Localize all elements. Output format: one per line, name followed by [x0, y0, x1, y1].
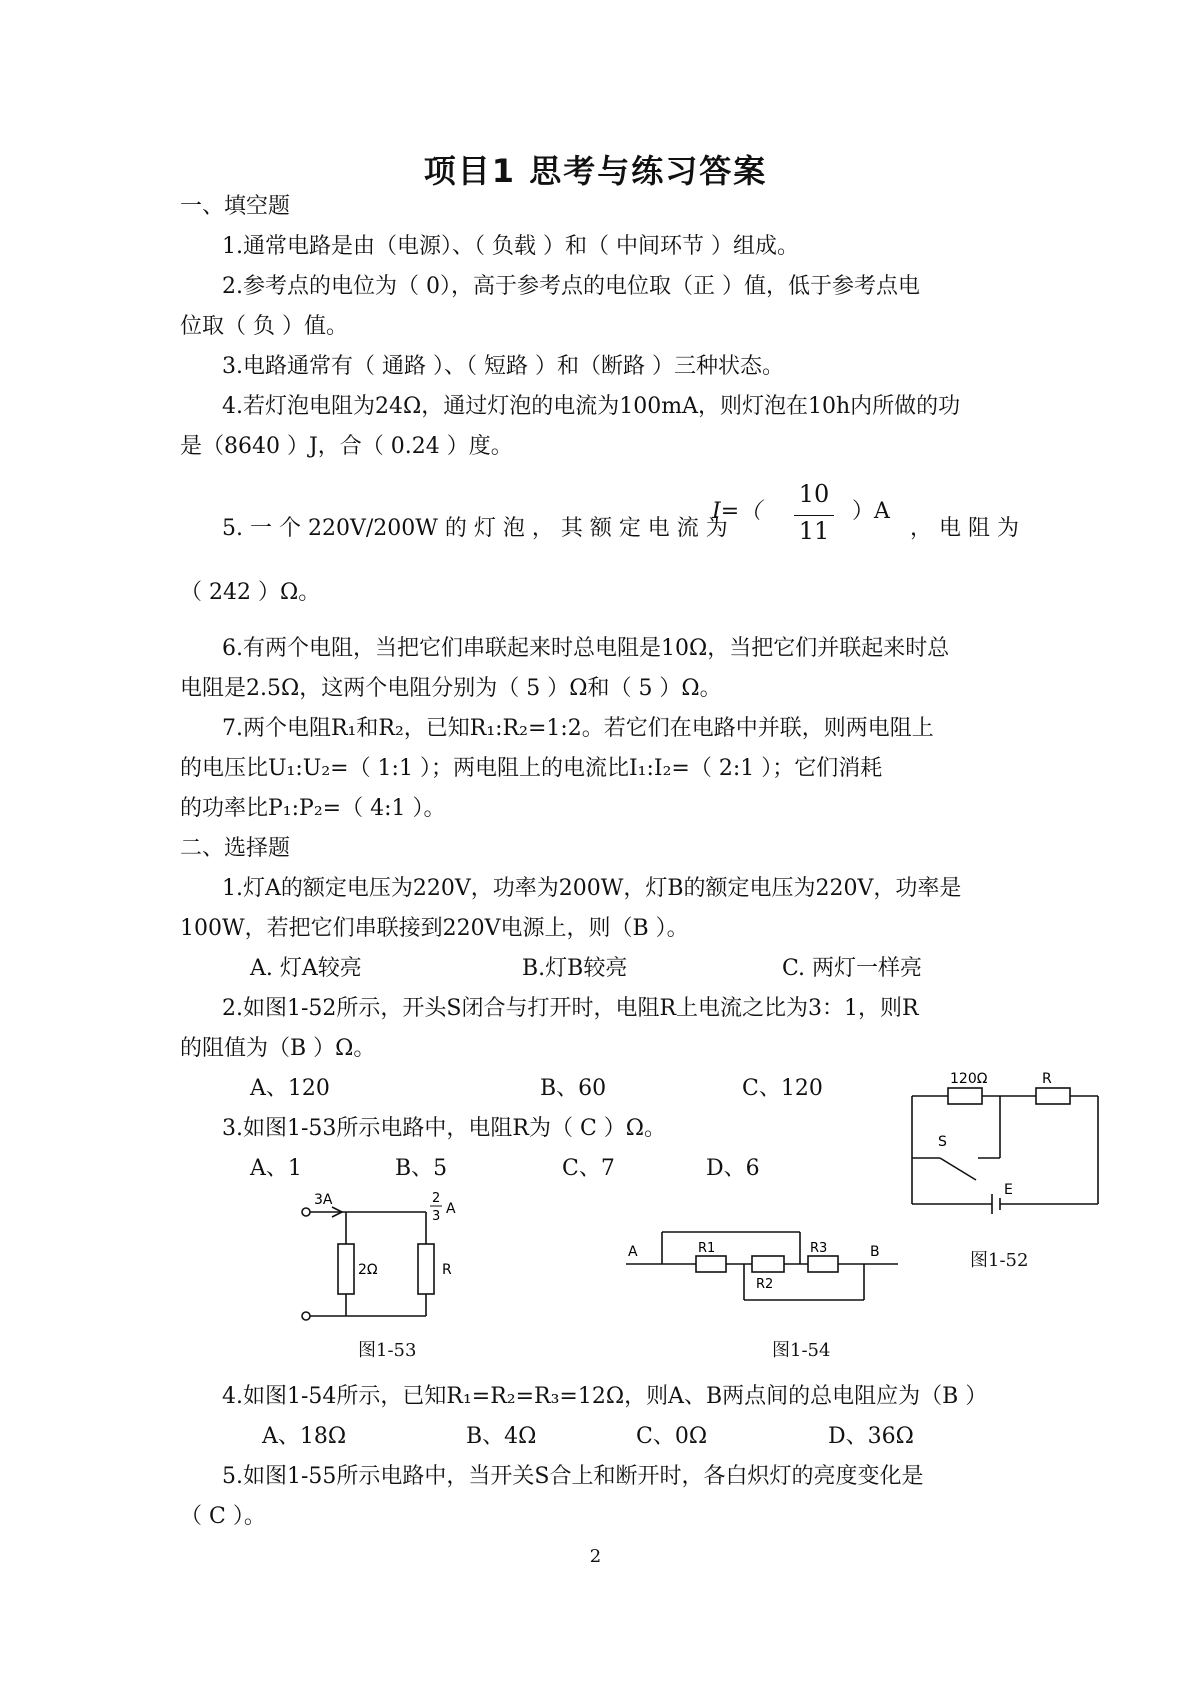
s2-q1-option-c: C. 两灯一样亮	[782, 956, 923, 981]
section2-heading: 二、选择题	[180, 836, 291, 861]
s2-question-2-line1: 2.如图1-52所示，开头S闭合与打开时，电阻R上电流之比为3：1，则R	[222, 996, 919, 1021]
s1-question-3: 3.电路通常有（ 通路 ）、（ 短路 ）和（断路 ）三种状态。	[222, 354, 784, 379]
fig52-resistor-r-label: R	[1042, 1071, 1052, 1087]
fig53-branch-current-denominator: 3	[432, 1209, 441, 1224]
s2-q4-option-b: B、4Ω	[466, 1424, 537, 1449]
s1-question-2-line1: 2.参考点的电位为（ 0），高于参考点的电位取（正 ）值，低于参考点电	[222, 274, 920, 299]
fig54-r2-label: R2	[756, 1277, 774, 1292]
fig53-resistor-2ohm-label: 2Ω	[358, 1262, 378, 1278]
fig53-resistor-r-label: R	[442, 1262, 452, 1278]
s1-question-5-fraction-numerator: 10	[798, 480, 830, 508]
s1-question-4-line2: 是（8640 ）J，合（ 0.24 ）度。	[180, 434, 513, 459]
fig54-node-b-label: B	[870, 1244, 880, 1260]
s2-q4-option-c: C、0Ω	[636, 1424, 708, 1449]
s2-question-4: 4.如图1-54所示，已知R₁=R₂=R₃=12Ω，则A、B两点间的总电阻应为（B ）	[222, 1384, 988, 1409]
figure-1-52-circuit	[900, 1070, 1110, 1220]
s1-question-5-tail: ， 电 阻 为	[910, 516, 1019, 541]
s2-q2-option-b: B、60	[540, 1076, 607, 1101]
s1-question-1: 1.通常电路是由（电源）、（ 负载 ）和（ 中间环节 ）组成。	[222, 234, 799, 259]
fig52-switch-label: S	[938, 1134, 947, 1150]
s1-question-7-line2: 的电压比U₁:U₂=（ 1:1 ）；两电阻上的电流比I₁:I₂=（ 2:1 ）；它们消耗	[180, 756, 883, 781]
s1-question-6-line2: 电阻是2.5Ω，这两个电阻分别为（ 5 ）Ω和（ 5 ）Ω。	[180, 676, 722, 701]
s2-q3-option-d: D、6	[706, 1156, 760, 1181]
fig52-source-label: E	[1004, 1182, 1013, 1198]
figure-1-54-caption: 图1-54	[772, 1340, 831, 1361]
s1-question-5-fraction-denominator: 11	[798, 517, 830, 545]
fig53-input-current-label: 3A	[314, 1192, 333, 1208]
s2-q2-option-a: A、120	[250, 1076, 330, 1101]
s1-question-5-unit: ）A	[852, 499, 890, 524]
s2-q1-option-a: A. 灯A较亮	[250, 956, 362, 981]
s2-question-1-line2: 100W，若把它们串联接到220V电源上，则（B ）。	[180, 916, 689, 941]
s1-question-7-line1: 7.两个电阻R₁和R₂，已知R₁:R₂=1:2。若它们在电路中并联，则两电阻上	[222, 716, 934, 741]
figure-1-52-caption: 图1-52	[970, 1250, 1029, 1271]
s1-question-6-line1: 6.有两个电阻，当把它们串联起来时总电阻是10Ω，当把它们并联起来时总	[222, 636, 950, 661]
s2-question-1-line1: 1.灯A的额定电压为220V，功率为200W，灯B的额定电压为220V，功率是	[222, 876, 962, 901]
s2-question-2-line2: 的阻值为（B ）Ω。	[180, 1036, 376, 1061]
s2-question-5-line1: 5.如图1-55所示电路中，当开关S合上和断开时，各白炽灯的亮度变化是	[222, 1464, 924, 1489]
fig53-branch-current-numerator: 2	[432, 1191, 441, 1206]
s2-question-3: 3.如图1-53所示电路中，电阻R为（ C ）Ω。	[222, 1116, 667, 1141]
s1-question-4-line1: 4.若灯泡电阻为24Ω，通过灯泡的电流为100mA，则灯泡在10h内所做的功	[222, 394, 961, 419]
s1-question-5-line1: 5. 一 个 220V/200W 的 灯 泡 ， 其 额 定 电 流 为	[222, 516, 728, 541]
fig52-resistor-120-label: 120Ω	[950, 1071, 988, 1087]
s2-q4-option-d: D、36Ω	[828, 1424, 914, 1449]
s2-question-5-line2: （ C ）。	[180, 1504, 266, 1529]
fig54-r3-label: R3	[810, 1241, 828, 1256]
s2-q2-option-c: C、120	[742, 1076, 823, 1101]
fig53-branch-current-unit: A	[446, 1201, 456, 1217]
figure-1-53-circuit	[296, 1190, 496, 1330]
s2-q3-option-c: C、7	[562, 1156, 615, 1181]
fraction-bar	[794, 515, 834, 516]
page-number: 2	[589, 1546, 602, 1567]
s1-question-2-line2: 位取（ 负 ）值。	[180, 314, 348, 339]
s1-question-5-current-label: I=（	[712, 499, 762, 524]
s2-q3-option-b: B、5	[395, 1156, 448, 1181]
s2-q3-option-a: A、1	[250, 1156, 302, 1181]
fig54-node-a-label: A	[628, 1244, 638, 1260]
figure-1-53-caption: 图1-53	[358, 1340, 417, 1361]
s2-q4-option-a: A、18Ω	[262, 1424, 347, 1449]
s2-q1-option-b: B.灯B较亮	[522, 956, 628, 981]
s1-question-7-line3: 的功率比P₁:P₂=（ 4:1 ）。	[180, 796, 446, 821]
section1-heading: 一、填空题	[180, 194, 291, 219]
fig54-r1-label: R1	[698, 1241, 716, 1256]
figure-1-54-circuit	[622, 1222, 902, 1322]
page-title: 项目1 思考与练习答案	[423, 152, 768, 190]
s1-question-5-line2: （ 242 ）Ω。	[180, 580, 321, 605]
